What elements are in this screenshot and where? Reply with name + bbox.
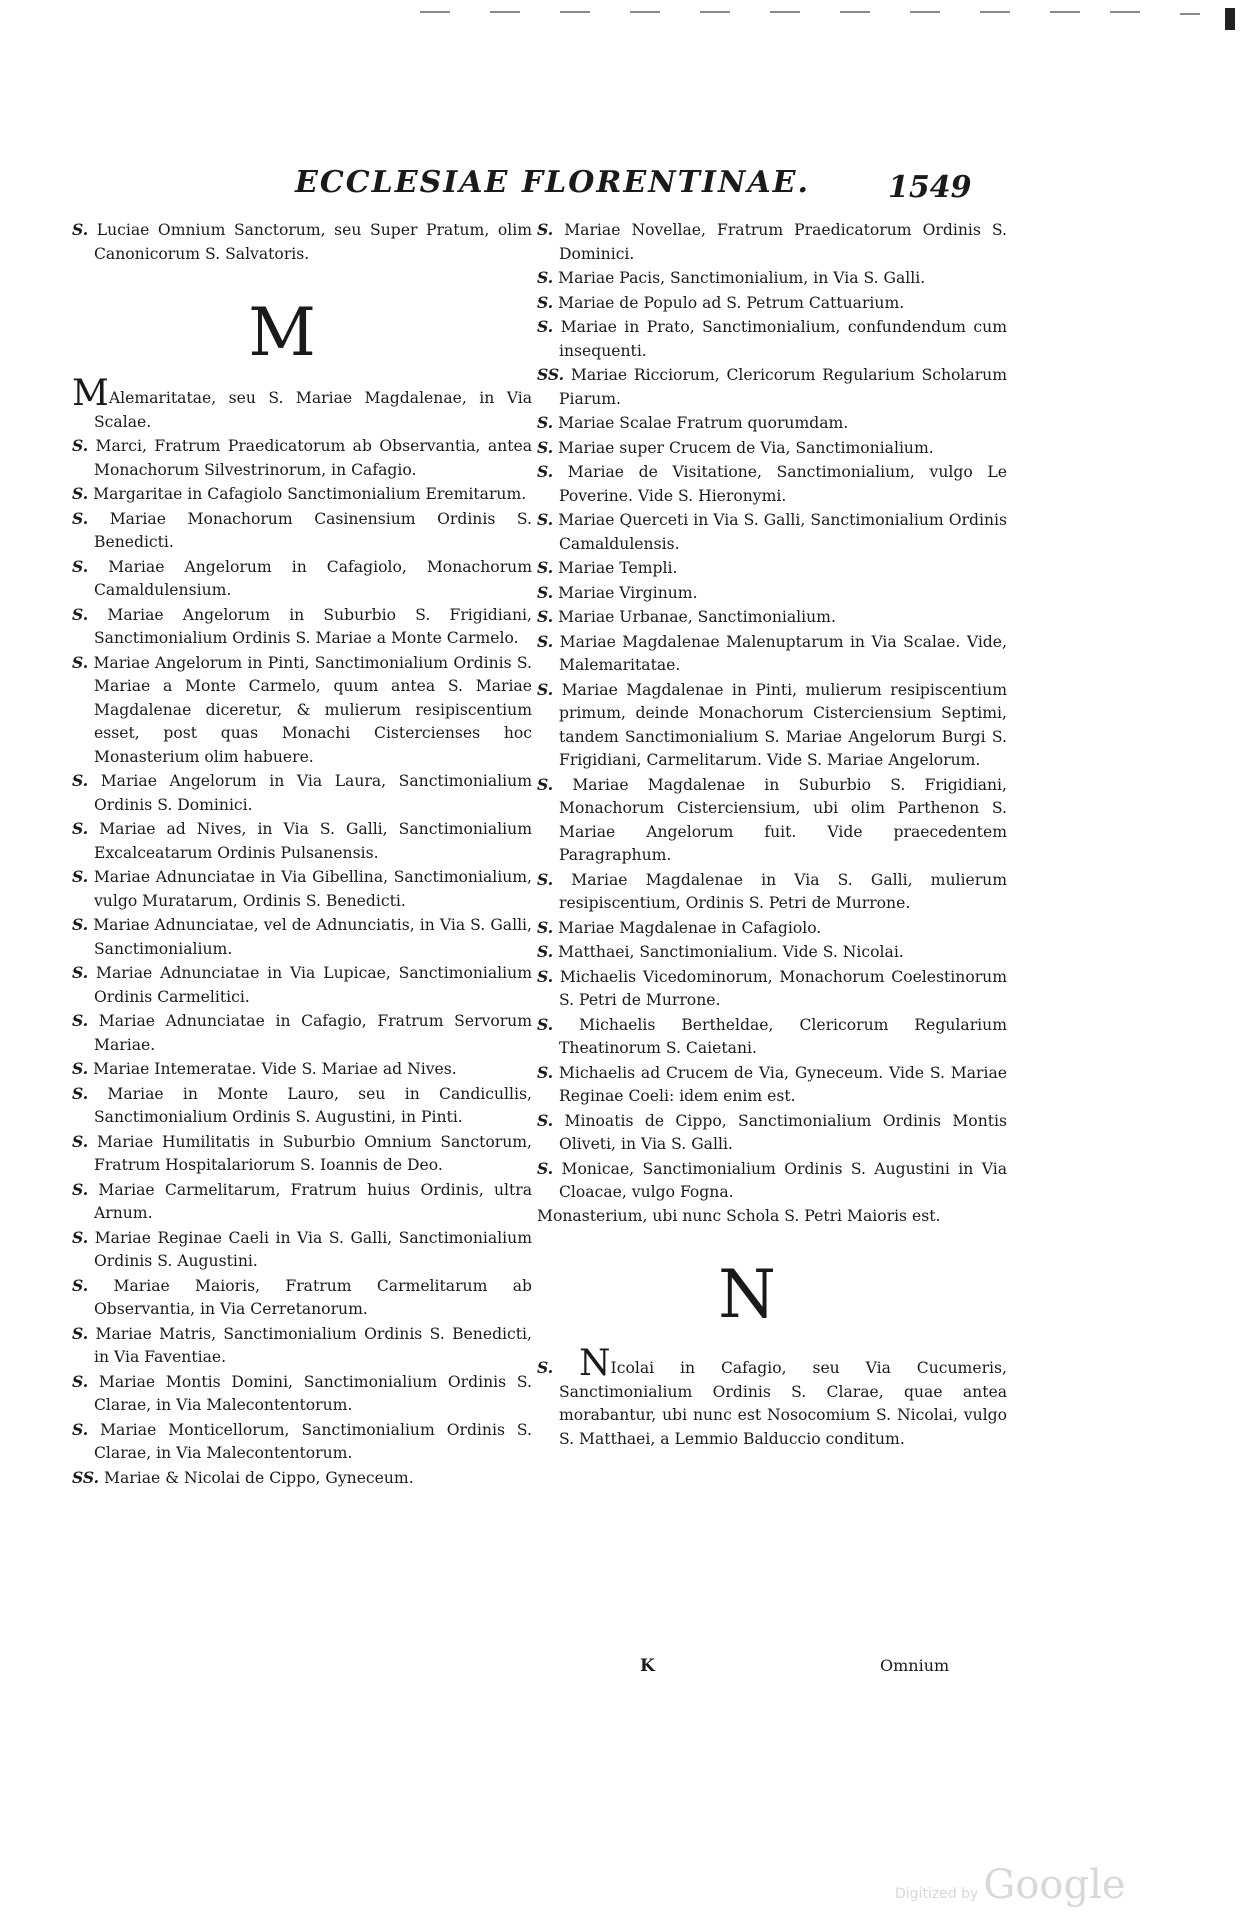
entry-text: Mariae Magdalenae in Via S. Galli, mulierum resipiscentium, Ordinis S. Petri de Murrone. [559, 870, 1007, 912]
saint-abbr: S. [537, 1110, 554, 1130]
entry-text: Mariae Angelorum in Suburbio S. Frigidiani, Sanctimonialium Ordinis S. Mariae a Monte Carmelo. [94, 605, 532, 647]
list-item [72, 1370, 532, 1418]
list-item [537, 678, 1007, 773]
entry-text: Mariae Virginum. [558, 583, 698, 602]
entry-text: Mariae Montis Domini, Sanctimonialium Ordinis S. Clarae, in Via Malecontentorum. [94, 1372, 532, 1414]
list-item [537, 940, 1007, 965]
entry-text: Mariae Querceti in Via S. Galli, Sanctimonialium Ordinis Camaldulensis. [558, 511, 1007, 553]
entry-text: Icolai in Cafagio, seu Via Cucumeris, Sanctimonialium Ordinis S. Clarae, quae antea morabantur, ubi nunc est Nosocomium S. Nicolai, vulgo S. Matthaei, a Lemmio Balduccio conditum. [559, 1359, 1007, 1448]
list-item [537, 266, 1007, 291]
saint-abbr: S. [72, 1059, 89, 1078]
entry-text: Mariae Pacis, Sanctimonialium, in Via S. Galli. [558, 269, 926, 287]
list-item [537, 556, 1007, 581]
drop-capital: N [579, 1343, 611, 1384]
list-item [72, 961, 532, 1009]
entry-text: Mariae Angelorum in Cafagiolo, Monachorum Camaldulensium. [94, 557, 532, 599]
entry-text: Mariae Matris, Sanctimonialium Ordinis S. Benedicti, in Via Faventiae. [94, 1324, 532, 1366]
entry-text: Mariae Adnunciatae in Via Lupicae, Sanctimonialium Ordinis Carmelitici. [94, 964, 532, 1006]
entry-text: Mariae Monachorum Casinensium Ordinis S. Benedicti. [94, 509, 532, 551]
saint-abbr: S. [537, 942, 554, 961]
entry-text: Michaelis Bertheldae, Clericorum Regularium Theatinorum S. Caietani. [559, 1015, 1007, 1057]
entry-text: Mariae Ricciorum, Clericorum Regularium Scholarum Piarum. [559, 366, 1007, 408]
watermark-prefix: Digitized by [895, 1886, 979, 1902]
list-item [537, 218, 1007, 266]
entry-text: Mariae Angelorum in Pinti, Sanctimonialium Ordinis S. Mariae a Monte Carmelo, quum antea S. Mariae Magdalenae diceretur, & mulierum resipiscentium esset, post quas Monachi Cistercienses hoc Monasterium olim habuere. [93, 653, 532, 766]
saint-abbr: S. [72, 652, 89, 672]
list-item [72, 482, 532, 507]
entry-text: Mariae Magdalenae in Suburbio S. Frigidiani, Monachorum Cisterciensium, ubi olim Parthenon S. Mariae Angelorum fuit. Vide praecedentem Paragraphum. [559, 775, 1007, 864]
list-item [72, 555, 532, 603]
saint-abbr: S. [537, 220, 554, 239]
section-letter-m: M [248, 294, 316, 371]
saint-abbr: S. [537, 869, 554, 889]
entry-text: Mariae Scalae Fratrum quorumdam. [558, 414, 849, 432]
entry-text: Minoatis de Cippo, Sanctimonialium Ordinis Montis Oliveti, in Via S. Galli. [559, 1111, 1007, 1153]
entry-text: Margaritae in Cafagiolo Sanctimonialium Eremitarum. [93, 485, 527, 503]
list-item [72, 507, 532, 555]
saint-abbr: S. [72, 436, 89, 455]
saint-abbr: S. [72, 556, 89, 576]
saint-abbr: S. [72, 1371, 89, 1391]
entry-text: Mariae de Visitatione, Sanctimonialium, vulgo Le Poverine. Vide S. Hieronymi. [559, 463, 1007, 505]
entry-text: Mariae Adnunciatae in Cafagio, Fratrum Servorum Mariae. [94, 1012, 532, 1054]
list-item [72, 769, 532, 817]
saint-abbr: S. [537, 268, 554, 287]
entry-text: Mariae Magdalenae Malenuptarum in Via Scalae. Vide, Malemaritatae. [559, 632, 1007, 674]
saint-abbr: S. [72, 1419, 89, 1439]
list-item [72, 1178, 532, 1226]
entry-text: Michaelis ad Crucem de Via, Gyneceum. Vide S. Mariae Reginae Coeli: idem enim est. [558, 1063, 1007, 1105]
list-item [72, 1226, 532, 1274]
saint-abbr: S. [537, 317, 554, 336]
entry-text: Marci, Fratrum Praedicatorum ab Observantia, antea Monachorum Silvestrinorum, in Cafagio. [94, 437, 532, 479]
list-item [72, 865, 532, 913]
google-logo: Google [983, 1862, 1126, 1908]
digitization-watermark [895, 1862, 1126, 1908]
saints-abbr: SS. [537, 365, 565, 384]
entry-luciae [72, 218, 532, 266]
entry-malemaritatae [72, 373, 532, 434]
list-item [72, 651, 532, 770]
saint-abbr: S. [537, 462, 554, 481]
list-item [72, 1418, 532, 1466]
list-item [537, 965, 1007, 1013]
entry-text: Mariae Adnunciatae, vel de Adnunciatis, in Via S. Galli, Sanctimonialium. [93, 916, 532, 958]
saint-abbr: S. [72, 1179, 89, 1199]
list-item [72, 1466, 532, 1491]
saint-abbr: S. [72, 963, 89, 982]
saint-abbr: S. [72, 1011, 89, 1030]
saint-abbr: S. [537, 582, 554, 602]
list-item [537, 508, 1007, 556]
saint-abbr: S. [72, 915, 89, 934]
entry-text: Mariae Urbanae, Sanctimonialium. [558, 608, 836, 626]
saint-abbr: S. [72, 508, 89, 528]
list-item [537, 1109, 1007, 1157]
entry-text: Mariae Carmelitarum, Fratrum huius Ordinis, ultra Arnum. [94, 1180, 532, 1222]
entry-text: Mariae in Prato, Sanctimonialium, confundendum cum insequenti. [559, 318, 1007, 360]
list-item [72, 1057, 532, 1082]
entry-monasterium: Monasterium, ubi nunc Schola S. Petri Maioris est. [537, 1206, 941, 1225]
list-item [72, 1130, 532, 1178]
saint-abbr: S. [72, 819, 89, 838]
saint-abbr: S. [537, 607, 554, 626]
list-item [537, 868, 1007, 916]
saint-abbr: S. [72, 771, 89, 790]
saint-abbr: S. [537, 1358, 554, 1377]
list-item [537, 363, 1007, 411]
left-column [72, 218, 532, 1490]
list-item [72, 603, 532, 651]
entry-text: Mariae Angelorum in Via Laura, Sanctimonialium Ordinis S. Dominici. [94, 772, 532, 814]
entry-text: Mariae super Crucem de Via, Sanctimonialium. [558, 438, 934, 457]
saint-abbr: S. [72, 1323, 89, 1343]
saint-abbr: S. [72, 604, 89, 624]
entry-text: Mariae in Monte Lauro, seu in Candicullis, Sanctimonialium Ordinis S. Augustini, in Pinti. [94, 1084, 532, 1126]
entry-text: Mariae de Populo ad S. Petrum Cattuarium. [558, 293, 905, 312]
page-title: ECCLESIAE FLORENTINAE. [295, 165, 810, 200]
saint-abbr: S. [72, 867, 89, 886]
saints-abbr: SS. [72, 1467, 100, 1487]
saint-abbr: S. [537, 966, 554, 986]
entry-text: Mariae Monticellorum, Sanctimonialium Ordinis S. Clarae, in Via Malecontentorum. [94, 1420, 532, 1462]
entry-text: Mariae ad Nives, in Via S. Galli, Sanctimonialium Excalceatarum Ordinis Pulsanensis. [94, 820, 532, 862]
list-item [72, 1009, 532, 1057]
entry-text: Monicae, Sanctimonialium Ordinis S. Augustini in Via Cloacae, vulgo Fogna. [559, 1159, 1007, 1201]
list-item [537, 581, 1007, 606]
list-item [537, 916, 1007, 941]
entry-text: Mariae Reginae Caeli in Via S. Galli, Sanctimonialium Ordinis S. Augustini. [94, 1228, 532, 1270]
scan-edge-marks [0, 0, 1252, 40]
entry-text: Mariae Novellae, Fratrum Praedicatorum Ordinis S. Dominici. [559, 221, 1007, 263]
list-item [537, 315, 1007, 363]
list-item [537, 1061, 1007, 1109]
saint-abbr: S. [72, 1227, 89, 1247]
saint-abbr: S. [537, 510, 554, 529]
saint-abbr: S. [537, 1014, 554, 1034]
entry-nicolai [537, 1343, 1007, 1451]
saint-abbr: S. [537, 437, 554, 457]
list-item [72, 1082, 532, 1130]
saint-abbr: S. [72, 1275, 89, 1295]
saint-abbr: S. [537, 413, 554, 432]
catchword: Omnium [880, 1656, 950, 1675]
entry-text: Mariae Humilitatis in Suburbio Omnium Sanctorum, Fratrum Hospitalariorum S. Ioannis de Deo. [94, 1132, 532, 1174]
signature-mark: K [640, 1656, 655, 1676]
entry-text: Luciae Omnium Sanctorum, seu Super Pratum, olim Canonicorum S. Salvatoris. [94, 221, 532, 263]
saint-abbr: S. [537, 679, 554, 699]
page-number: 1549 [888, 170, 972, 205]
entry-text: Mariae Maioris, Fratrum Carmelitarum ab Observantia, in Via Cerretanorum. [94, 1276, 532, 1318]
right-column [537, 218, 1007, 1451]
saint-abbr: S. [537, 774, 554, 794]
entry-text: Mariae Magdalenae in Cafagiolo. [558, 918, 822, 937]
list-item [537, 460, 1007, 508]
saint-abbr: S. [72, 220, 89, 239]
list-item [72, 817, 532, 865]
section-letter-n: N [718, 1256, 776, 1333]
saint-abbr: S. [537, 1158, 554, 1178]
list-item [537, 411, 1007, 436]
list-item [537, 436, 1007, 461]
saint-abbr: S. [537, 558, 554, 577]
saint-abbr: S. [537, 917, 554, 937]
saint-abbr: S. [537, 292, 554, 312]
entry-text: Michaelis Vicedominorum, Monachorum Coelestinorum S. Petri de Murrone. [559, 967, 1007, 1009]
entry-text: Mariae Intemeratae. Vide S. Mariae ad Nives. [93, 1060, 457, 1078]
list-item [537, 1013, 1007, 1061]
list-item [72, 913, 532, 961]
list-item [72, 434, 532, 482]
saint-abbr: S. [72, 1131, 89, 1151]
saint-abbr: S. [537, 1062, 554, 1082]
list-item [72, 1274, 532, 1322]
drop-capital: M [72, 373, 109, 414]
entry-text: Alemaritatae, seu S. Mariae Magdalenae, in Via Scalae. [94, 389, 532, 431]
entry-text: Mariae Adnunciatae in Via Gibellina, Sanctimonialium, vulgo Muratarum, Ordinis S. Benedicti. [93, 868, 532, 910]
list-item [537, 1157, 1007, 1205]
saint-abbr: S. [537, 631, 554, 651]
saint-abbr: S. [72, 1083, 89, 1103]
saint-abbr: S. [72, 484, 89, 503]
list-item [537, 773, 1007, 868]
list-item [537, 291, 1007, 316]
entry-text: Mariae & Nicolai de Cippo, Gyneceum. [104, 1468, 414, 1487]
entry-text: Mariae Templi. [558, 559, 678, 577]
list-item [537, 605, 1007, 630]
list-item [537, 630, 1007, 678]
entry-text: Mariae Magdalenae in Pinti, mulierum resipiscentium primum, deinde Monachorum Cisterciensium Septimi, tandem Sanctimonialium S. Mariae Angelorum Burgi S. Frigidiani, Carmelitarum. Vide S. Mariae Angelorum. [559, 680, 1007, 769]
entry-text: Matthaei, Sanctimonialium. Vide S. Nicolai. [558, 943, 904, 961]
list-item [72, 1322, 532, 1370]
